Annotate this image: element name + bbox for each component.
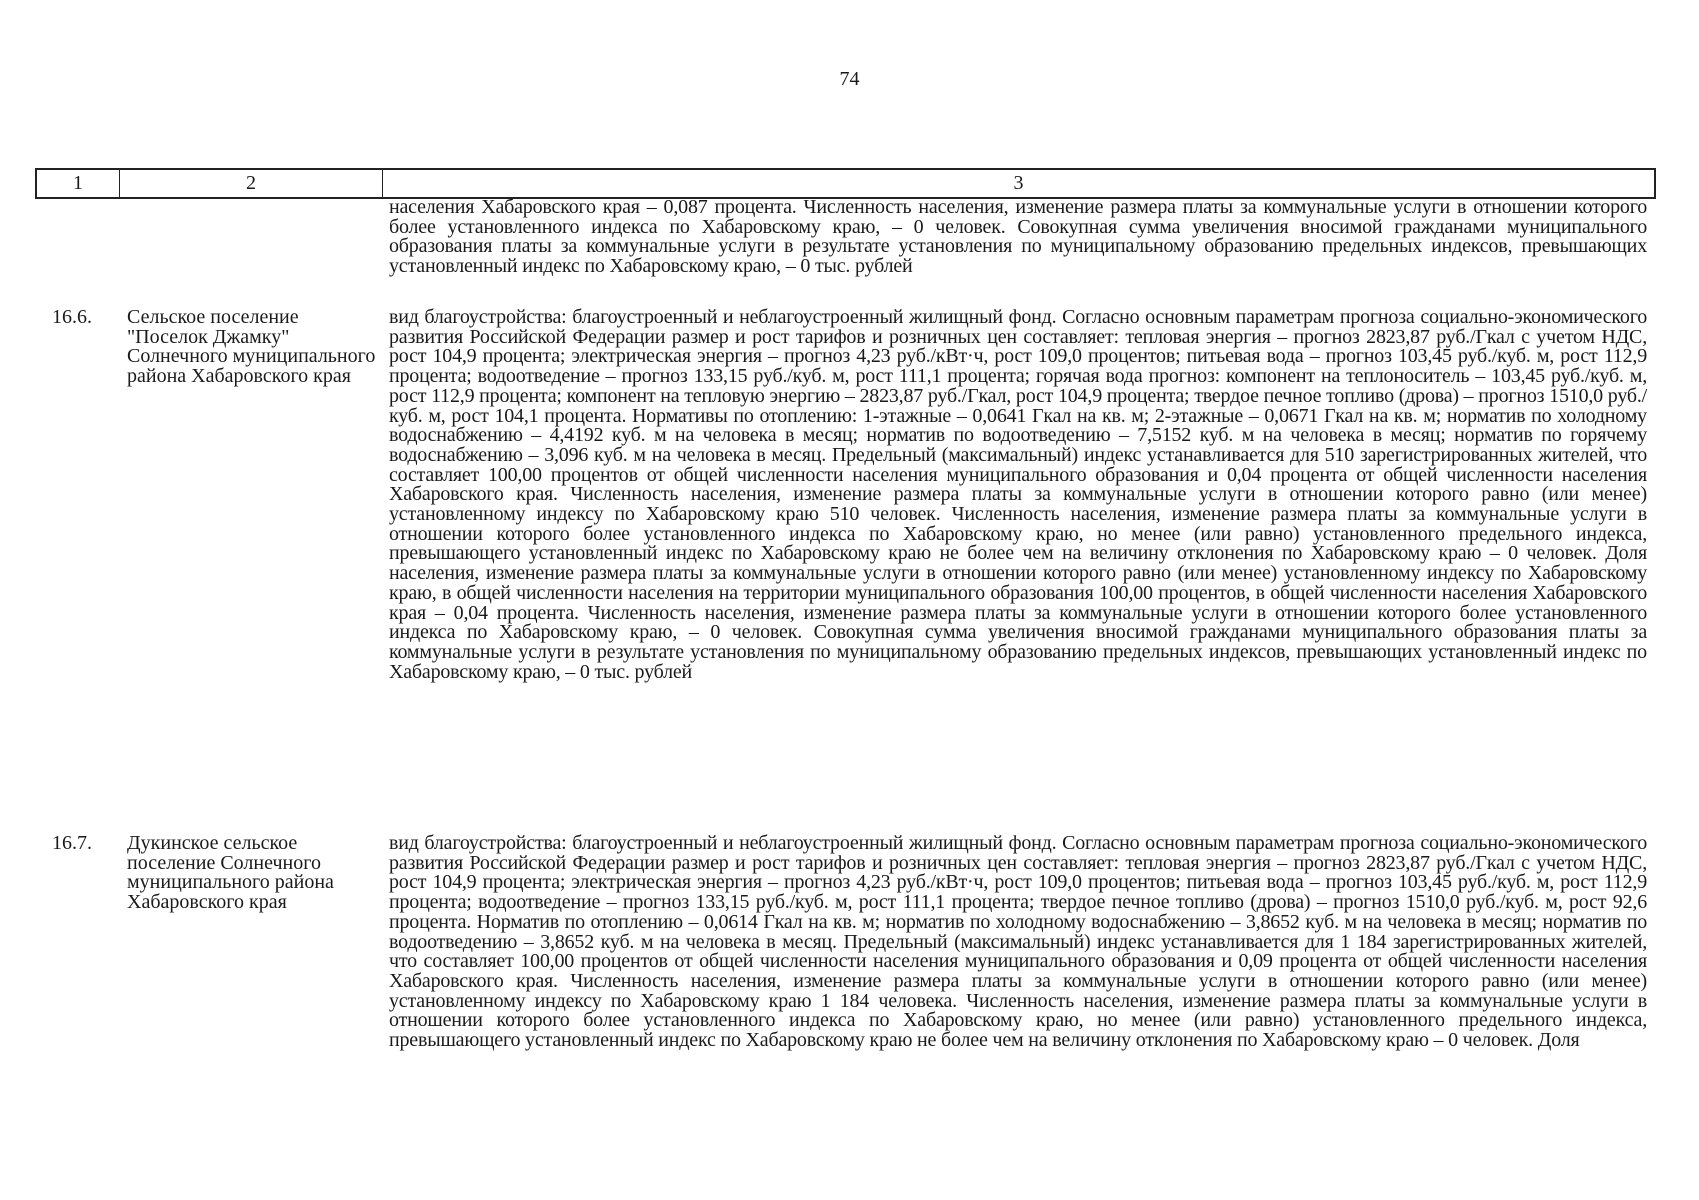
row-description: вид благоустройства: благоустроенный и неблагоустроенный жилищный фонд. Согласно основным параметрам прогноза социально-экономического развития Российской Федерации размер и рост тарифов и розничных цен составляет: тепловая энергия – прогноз 2823,87 руб./Гкал с учетом НДС, рост 104,9 процента; электрическая энергия – прогноз 4,23 руб./кВт·ч, рост 109,0 процентов; питьевая вода – прогноз 103,45 руб./куб. м, рост 112,9 процента; водоотведение – прогноз 133,15 руб./куб. м, рост 111,1 процента; твердое печное топливо (дрова) – прогноз 1510,0 руб./куб. м, рост 92,6 процента. Норматив по отоплению – 0,0614 Гкал на кв. м; норматив по холодному водоснабжению – 3,8652 куб. м на человека в месяц; норматив по водоотведению – 3,8652 куб. м на человека в месяц. Предельный (максимальный) индекс устанавливается для 1 184 зарегистрированных жителей, что составляет 100,00 процентов от общей численности населения муниципального образования и 0,09 процента от общей численности населения Хабаровского края. Численность населения, изменение размера платы за коммунальные услуги в отношении которого равно (или менее) установленному индексу по Хабаровскому краю 1 184 человека. Численность населения, изменение размера платы за коммунальные услуги в отношении которого более установленного индекса по Хабаровскому краю, но менее (или равно) установленного предельного индекса, превышающего установленный индекс по Хабаровскому краю не более чем на величину отклонения по Хабаровскому краю – 0 человек. Доля: [389, 832, 1647, 1052]
header-col-3: 3: [1013, 172, 1024, 194]
row-number: 16.6.: [52, 306, 92, 328]
settlement-name: Сельское поселение "Поселок Джамку" Солнечного муниципального района Хабаровского края: [127, 306, 376, 388]
header-col-1: 1: [37, 170, 120, 197]
page-number: 74: [839, 68, 860, 90]
table-header-row: [35, 168, 1656, 199]
continuation-text: населения Хабаровского края – 0,087 процента. Численность населения, изменение размера платы за коммунальные услуги в отношении которого более установленного индекса по Хабаровскому краю, – 0 человек. Совокупная сумма увеличения вносимой гражданами муниципального образования платы за коммунальные услуги в результате установления по муниципальному образованию предельных индексов, превышающих установленный индекс по Хабаровскому краю, – 0 тыс. рублей: [389, 196, 1647, 278]
row-number: 16.7.: [52, 832, 92, 854]
header-col-2: 2: [120, 170, 383, 197]
settlement-name: Дукинское сельское поселение Солнечного муниципального района Хабаровского края: [127, 832, 334, 914]
row-description: вид благоустройства: благоустроенный и неблагоустроенный жилищный фонд. Согласно основным параметрам прогноза социально-экономического развития Российской Федерации размер и рост тарифов и розничных цен составляет: тепловая энергия – прогноз 2823,87 руб./Гкал с учетом НДС, рост 104,9 процента; электрическая энергия – прогноз 4,23 руб./кВт·ч, рост 109,0 процентов; питьевая вода – прогноз 103,45 руб./куб. м, рост 112,9 процента; водоотведение – прогноз 133,15 руб./куб. м, рост 111,1 процента; горячая вода прогноз: компонент на теплоноситель – 103,45 руб./куб. м, рост 112,9 процента; компонент на тепловую энергию – 2823,87 руб./Гкал, рост 104,9 процента; твердое печное топливо (дрова) – прогноз 1510,0 руб./куб. м, рост 104,1 процента. Нормативы по отоплению: 1-этажные – 0,0641 Гкал на кв. м; 2-этажные – 0,0671 Гкал на кв. м; норматив по холодному водоснабжению – 4,4192 куб. м на человека в месяц; норматив по водоотведению – 7,5152 куб. м на человека в месяц; норматив по горячему водоснабжению – 3,096 куб. м на человека в месяц. Предельный (максимальный) индекс устанавливается для 510 зарегистрированных жителей, что составляет 100,00 процентов от общей численности населения муниципального образования и 0,04 процента от общей численности населения Хабаровского края. Численность населения, изменение размера платы за коммунальные услуги в отношении которого равно (или менее) установленному индексу по Хабаровскому краю 510 человек. Численность населения, изменение размера платы за коммунальные услуги в отношении которого более установленного индекса по Хабаровскому краю, но менее (или равно) установленного предельного индекса, превышающего установленный индекс по Хабаровскому краю не более чем на величину отклонения по Хабаровскому краю – 0 человек. Доля населения, изменение размера платы за коммунальные услуги в отношении которого равно (или менее) установленному индексу по Хабаровскому краю, в общей численности населения на территории муниципального образования 100,00 процентов, в общей численности населения Хабаровского края – 0,04 процента. Численность населения, изменение размера платы за коммунальные услуги в отношении которого более установленного индекса по Хабаровскому краю, – 0 человек. Совокупная сумма увеличения вносимой гражданами муниципального образования платы за коммунальные услуги в результате установления по муниципальному образованию предельных индексов, превышающих установленный индекс по Хабаровскому краю, – 0 тыс. рублей: [389, 306, 1647, 683]
